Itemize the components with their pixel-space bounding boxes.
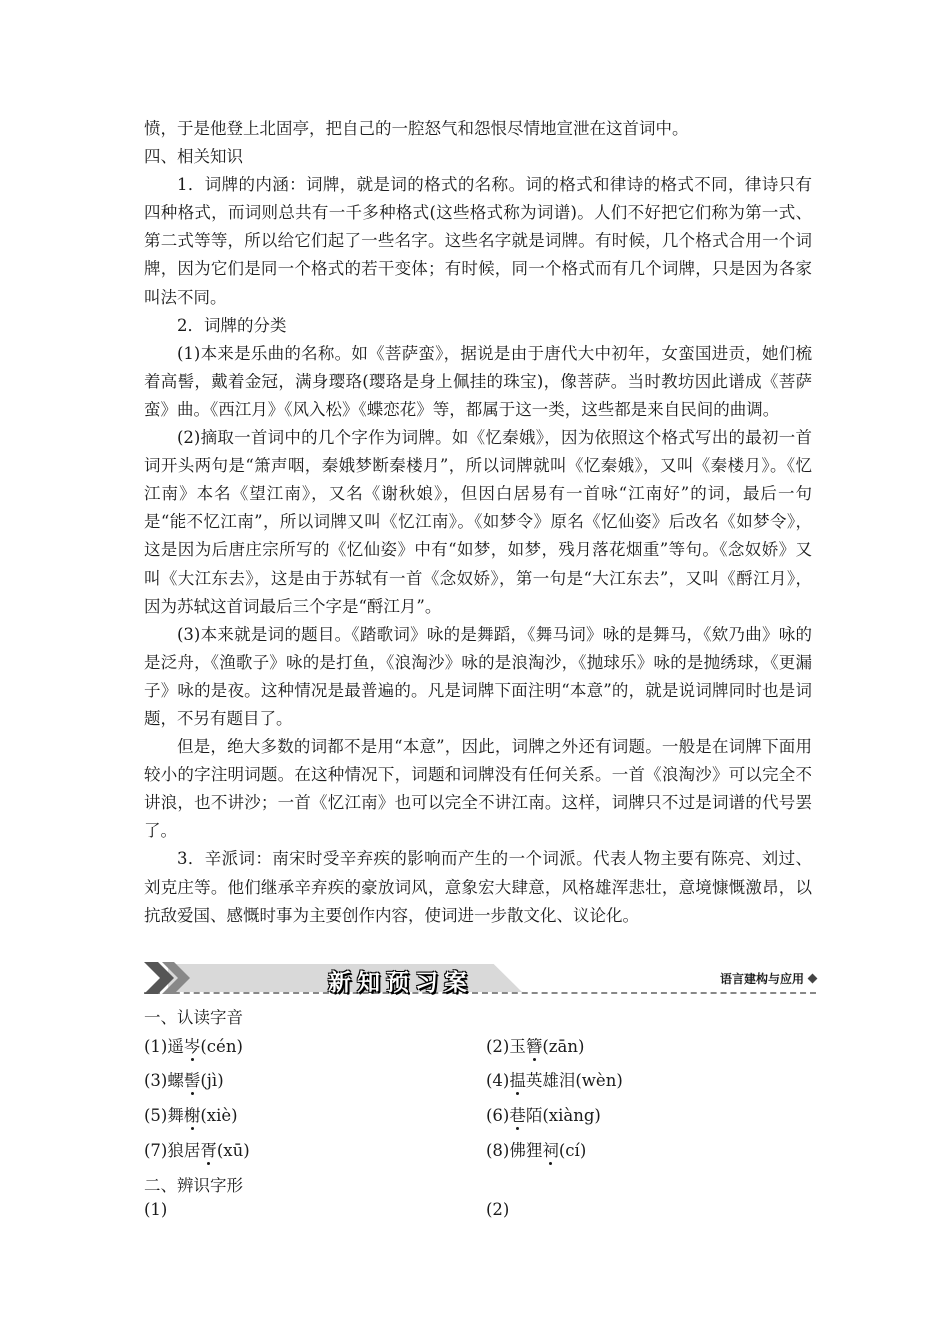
list-item: (4)揾英雄泪(wèn) [486,1071,623,1090]
section-heading: 四、相关知识 [144,147,243,167]
list-item: (1)遥岑(cén) [144,1037,243,1056]
body-text [144,115,812,930]
list-row [144,1033,824,1059]
chevron-right-icon [144,962,204,994]
section-heading: 二、辨识字形 [144,1176,243,1195]
banner-subtitle: 语言建构与应用 [719,972,804,986]
list-item: (2)玉簪(zān) [486,1037,585,1056]
list-item: (3)螺髻(jì) [144,1071,224,1090]
banner-title: 新知预习案 [328,970,473,996]
paragraph: 愤，于是他登上北固亭，把自己的一腔怒气和怨恨尽情地宣泄在这首词中。 [144,119,689,138]
section-banner [144,962,816,996]
section-heading: 一、认读字音 [144,1008,243,1027]
paragraph: (2)摘取一首词中的几个字作为词牌。如《忆秦娥》，因为依照这个格式写出的最初一首词开头两句是“箫声咽，秦娥梦断秦楼月”，所以词牌就叫《忆秦娥》，又叫《秦楼月》。《忆江南》本名《望江南》，又名《谢秋娘》，但因白居易有一首咏“江南好”的词，最后一句是“能不忆江南”，所以词牌又叫《忆江南》。《如梦令》原名《忆仙姿》后改名《如梦令》，这是因为后唐庄宗所写的《忆仙姿》中有“如梦，如梦，残月落花烟重”等句。《念奴娇》又叫《大江东去》，这是由于苏轼有一首《念奴娇》，第一句是“大江东去”，又叫《酹江月》，因为苏轼这首词最后三个字是“酹江月”。 [144,428,812,616]
list-item: (8)佛狸祠(cí) [486,1141,587,1160]
list-row [144,1067,824,1093]
list-item: (1) [144,1200,168,1219]
paragraph: 2．词牌的分类 [177,315,287,335]
paragraph: 3．辛派词：南宋时受辛弃疾的影响而产生的一个词派。代表人物主要有陈亮、刘过、刘克庄等。他们继承辛弃疾的豪放词风，意象宏大肆意，风格雄浑悲壮，意境慷慨激昂，以抗敌爱国、感慨时事为主要创作内容，使词进一步散文化、议论化。 [144,849,812,925]
paragraph: (3)本来就是词的题目。《踏歌词》咏的是舞蹈，《舞马词》咏的是舞马，《欸乃曲》咏的是泛舟，《渔歌子》咏的是打鱼，《浪淘沙》咏的是浪淘沙，《抛球乐》咏的是抛绣球，《更漏子》咏的是夜。这种情况是最普遍的。凡是词牌下面注明“本意”的，就是说词牌同时也是词题，不另有题目了。 [144,624,812,728]
diamond-icon [808,974,818,984]
paragraph: 1．词牌的内涵：词牌，就是词的格式的名称。词的格式和律诗的格式不同，律诗只有四种格式，而词则总共有一千多种格式(这些格式称为词谱)。人们不好把它们称为第一式、第二式等等，所以给它们起了一些名字。这些名字就是词牌。有时候，几个格式合用一个词牌，因为它们是同一个格式的若干变体；有时候，同一个格式而有几个词牌，只是因为各家叫法不同。 [144,175,812,307]
list-row [144,1200,824,1226]
list-item: (6)巷陌(xiàng) [486,1106,601,1125]
list-item: (2) [486,1200,510,1219]
list-row [144,1137,824,1163]
list-row [144,1102,824,1128]
list-item: (5)舞榭(xiè) [144,1106,238,1125]
paragraph: 但是，绝大多数的词都不是用“本意”，因此，词牌之外还有词题。一般是在词牌下面用较小的字注明词题。在这种情况下，词题和词牌没有任何关系。一首《浪淘沙》可以完全不讲浪，也不讲沙；一首《忆江南》也可以完全不讲江南。这样，词牌只不过是词谱的代号罢了。 [144,737,812,841]
paragraph: (1)本来是乐曲的名称。如《菩萨蛮》，据说是由于唐代大中初年，女蛮国进贡，她们梳着高髻，戴着金冠，满身璎珞(璎珞是身上佩挂的珠宝)，像菩萨。当时教坊因此谱成《菩萨蛮》曲。《西江月》《风入松》《蝶恋花》等，都属于这一类，这些都是来自民间的曲调。 [144,343,812,419]
banner-divider [144,992,816,994]
list-item: (7)狼居胥(xū) [144,1141,250,1160]
